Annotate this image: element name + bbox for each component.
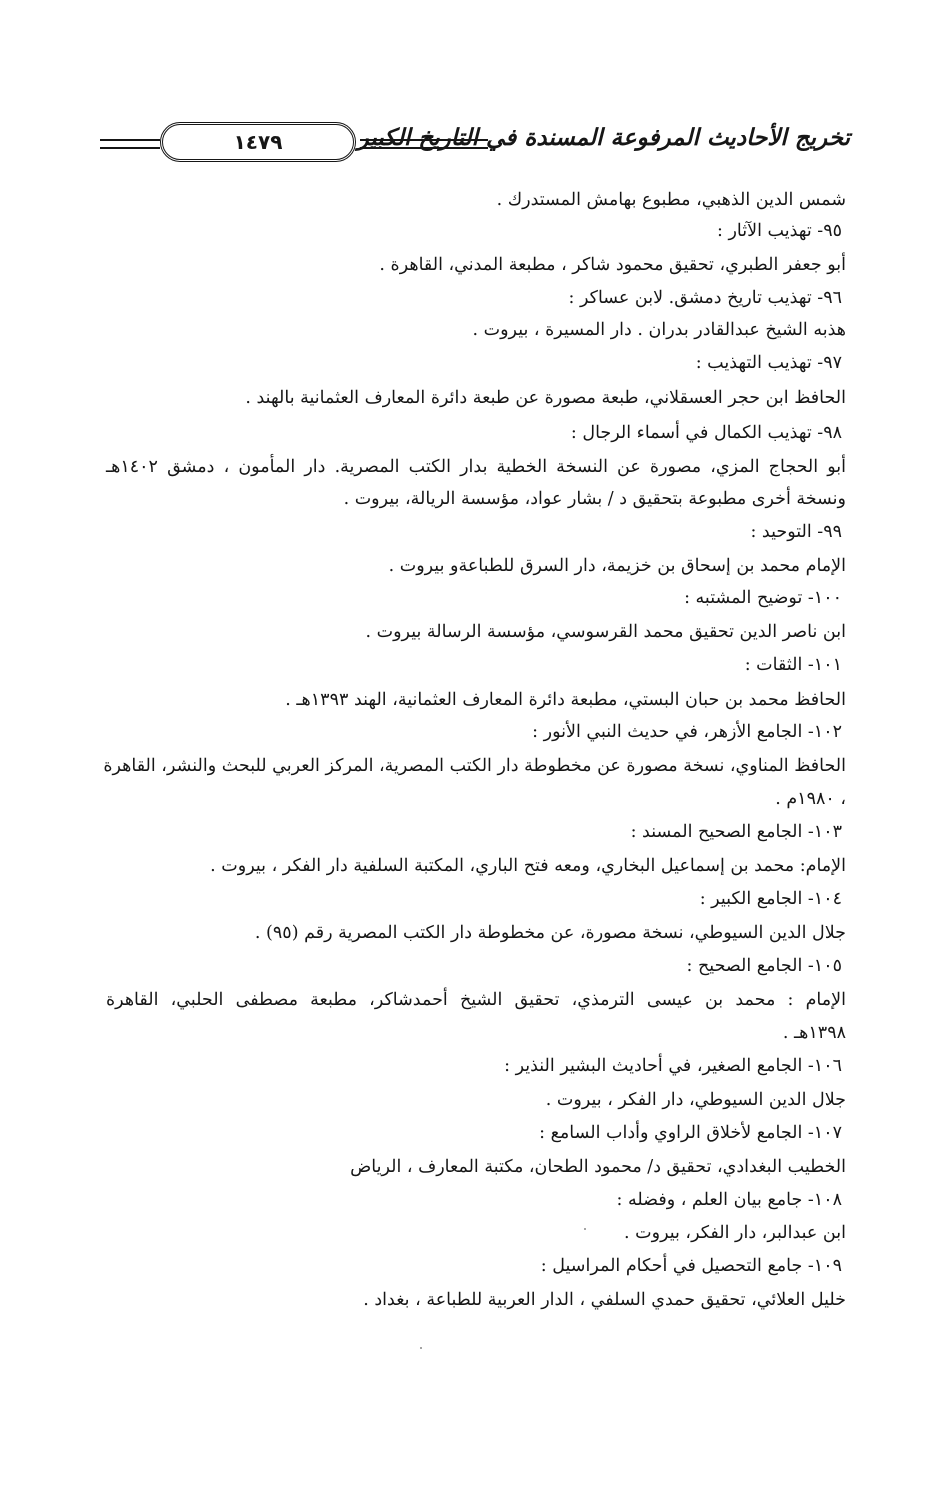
- entry-detail: الخطيب البغدادي، تحقيق د/ محمود الطحان، مكتبة المعارف ، الرياض: [350, 1157, 846, 1177]
- entry-heading: ١٠٥- الجامع الصحيح :: [686, 956, 842, 976]
- entry-heading: ١٠٣- الجامع الصحيح المسند :: [630, 822, 842, 842]
- entry-heading: ١٠١- الثقات :: [744, 655, 842, 675]
- entry-heading: ١٠٨- جامع بيان العلم ، وفضله :: [616, 1190, 842, 1210]
- print-speck: [420, 1347, 422, 1349]
- entry-detail: شمس الدين الذهبي، مطبوع بهامش المستدرك .: [496, 190, 846, 210]
- entry-detail: الحافظ محمد بن حبان البستي، مطبعة دائرة المعارف العثمانية، الهند ١٣٩٣هـ .: [285, 690, 846, 710]
- entry-heading: ١٠٦- الجامع الصغير، في أحاديث البشير النذير :: [504, 1056, 842, 1076]
- entry-heading: ٩٧- تهذيب التهذيب :: [695, 353, 842, 373]
- entry-detail: الحافظ ابن حجر العسقلاني، طبعة مصورة عن طبعة دائرة المعارف العثمانية بالهند .: [245, 388, 846, 408]
- entry-heading: ٩٥- تهذيب الآثار :: [717, 221, 842, 241]
- entry-heading: ٩٩- التوحيد :: [750, 522, 842, 542]
- page-number: ١٤٧٩: [233, 130, 283, 154]
- entry-detail: الإمام : محمد بن عيسى الترمذي، تحقيق الشيخ أحمدشاكر، مطبعة مصطفى الحلبي، القاهرة: [106, 990, 846, 1010]
- entry-detail: جلال الدين السيوطي، نسخة مصورة، عن مخطوطة دار الكتب المصرية رقم (٩٥) .: [254, 923, 846, 943]
- entry-heading: ١٠٤- الجامع الكبير :: [699, 889, 842, 909]
- entry-detail: ابن ناصر الدين تحقيق محمد القرسوسي، مؤسسة الرسالة بيروت .: [365, 622, 846, 642]
- entry-detail: ، ١٩٨٠م .: [775, 789, 846, 809]
- entry-detail: ١٣٩٨هـ .: [782, 1023, 846, 1043]
- entry-detail: ابن عبدالبر، دار الفكر، بيروت .: [624, 1223, 846, 1243]
- entry-detail: خليل العلائي، تحقيق حمدي السلفي ، الدار العربية للطباعة ، بغداد .: [363, 1290, 846, 1310]
- entry-detail: ونسخة أخرى مطبوعة بتحقيق د / بشار عواد، مؤسسة الريالة، بيروت .: [343, 489, 846, 509]
- entry-detail: جلال الدين السيوطي، دار الفكر ، بيروت .: [545, 1090, 846, 1110]
- entry-detail: أبو الحجاج المزي، مصورة عن النسخة الخطية بدار الكتب المصرية. دار المأمون ، دمشق ١٤٠٢هـ: [106, 457, 846, 477]
- running-title: تخريج الأحاديث المرفوعة المسندة في التاريخ الكبير: [357, 124, 850, 151]
- entry-detail: أبو جعفر الطبري، تحقيق محمود شاكر ، مطبعة المدني، القاهرة .: [379, 255, 846, 275]
- entry-heading: ٩٨- تهذيب الكمال في أسماء الرجال :: [570, 423, 842, 443]
- entry-heading: ١٠٧- الجامع لأخلاق الراوي وأداب السامع :: [539, 1123, 842, 1143]
- entry-detail: الحافظ المناوي، نسخة مصورة عن مخطوطة دار الكتب المصرية، المركز العربي للبحث والنشر، القاهرة: [103, 756, 846, 776]
- entry-heading: ١٠٢- الجامع الأزهر، في حديث النبي الأنور :: [532, 722, 842, 742]
- entry-heading: ١٠٠- توضيح المشتبه :: [684, 588, 842, 608]
- entry-detail: الإمام: محمد بن إسماعيل البخاري، ومعه فتح الباري، المكتبة السلفية دار الفكر ، بيروت .: [210, 856, 846, 876]
- print-speck: [584, 1228, 586, 1230]
- entry-detail: هذبه الشيخ عبدالقادر بدران . دار المسيرة ، بيروت .: [472, 320, 846, 340]
- entry-detail: الإمام محمد بن إسحاق بن خزيمة، دار السرق للطباعةو بيروت .: [388, 556, 846, 576]
- entry-heading: ١٠٩- جامع التحصيل في أحكام المراسيل :: [540, 1256, 842, 1276]
- entry-heading: ٩٦- تهذيب تاريخ دمشق. لابن عساكر :: [568, 288, 842, 308]
